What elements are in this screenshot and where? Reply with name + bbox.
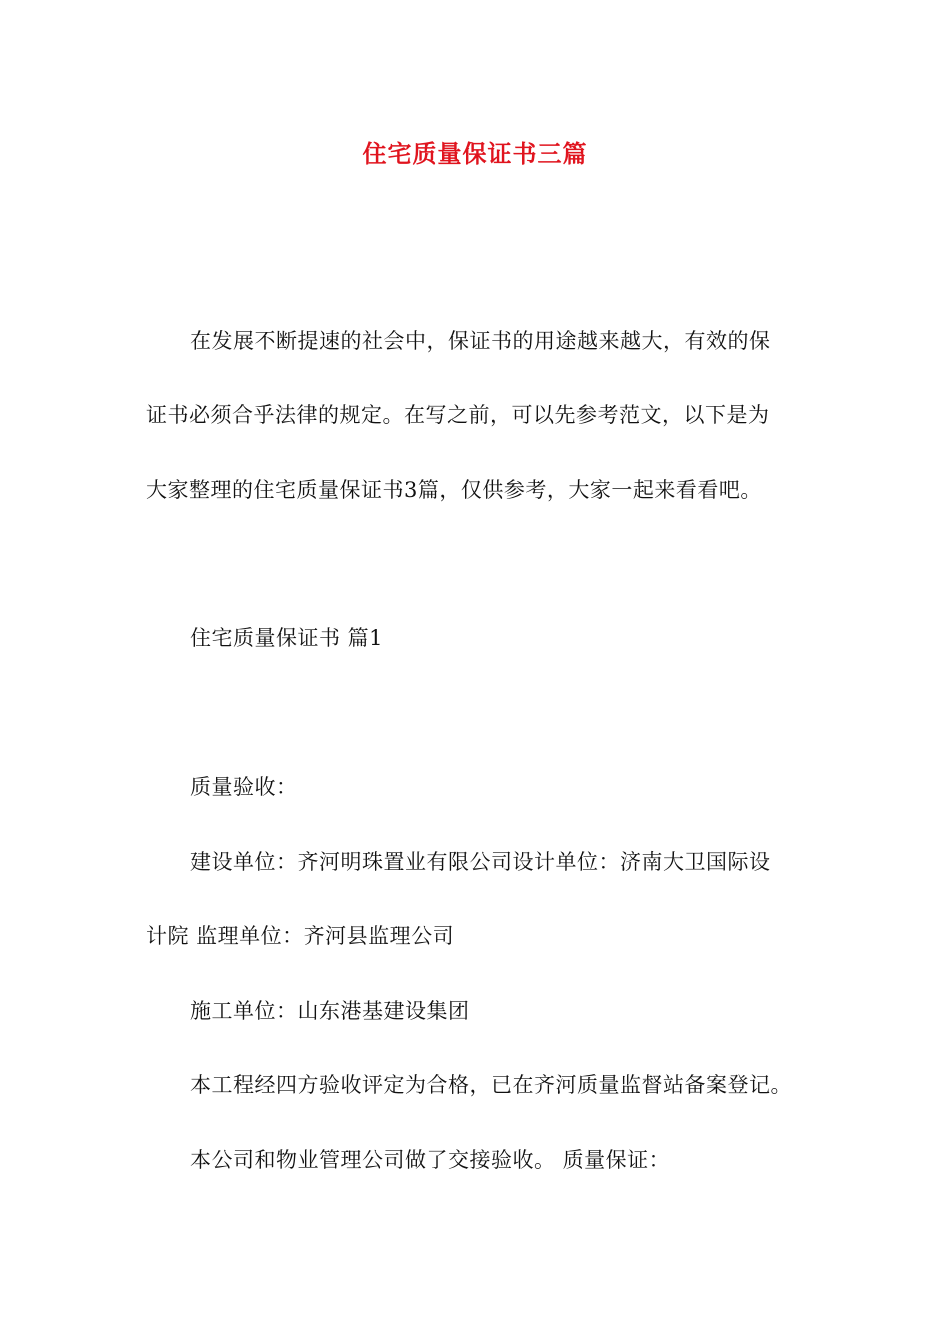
intro-line-1: 在发展不断提速的社会中，保证书的用途越来越大，有效的保 <box>190 329 771 353</box>
intro-line-2: 证书必须合乎法律的规定。在写之前，可以先参考范文，以下是为 <box>146 403 770 427</box>
body-line-handover: 本公司和物业管理公司做了交接验收。 质量保证： <box>190 1148 671 1172</box>
section-heading: 住宅质量保证书 篇1 <box>190 626 384 650</box>
body-line-acceptance-result: 本工程经四方验收评定为合格，已在齐河质量监督站备案登记。 <box>190 1073 792 1097</box>
document-title: 住宅质量保证书三篇 <box>362 140 588 168</box>
body-line-quality-acceptance: 质量验收： <box>190 775 298 799</box>
body-line-supervision-unit: 计院 监理单位：齐河县监理公司 <box>146 924 455 948</box>
intro-line-3: 大家整理的住宅质量保证书3篇，仅供参考，大家一起来看看吧。 <box>146 478 762 502</box>
body-line-construction-unit: 建设单位：齐河明珠置业有限公司设计单位：济南大卫国际设 <box>190 850 771 874</box>
body-line-builder-unit: 施工单位：山东港基建设集团 <box>190 999 470 1023</box>
